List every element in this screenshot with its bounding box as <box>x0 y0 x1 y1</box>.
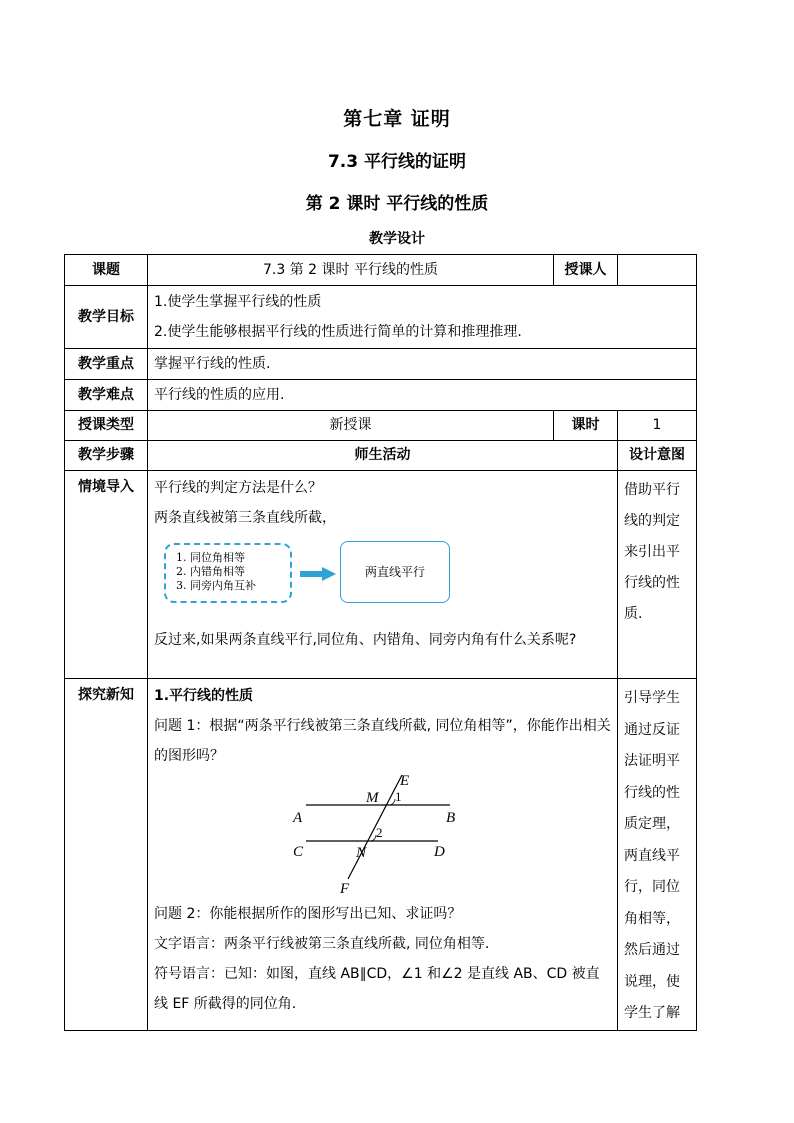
label-d: D <box>434 844 445 860</box>
label-c: C <box>293 844 304 860</box>
intro-content <box>148 471 618 679</box>
label-e: E <box>400 773 410 789</box>
chapter-title: 第七章 证明 <box>343 108 451 130</box>
steps-header-row <box>65 441 697 471</box>
intro-question-2: 两条直线被第三条直线所截， <box>154 510 336 526</box>
parallel-lines-figure <box>154 771 611 899</box>
condition-item-2: 2. 内错角相等 <box>176 565 245 578</box>
intro-label: 情境导入 <box>65 471 148 679</box>
goal-item-1: 1.使学生掌握平行线的性质 <box>154 294 322 310</box>
goal-item-2: 2.使学生能够根据平行线的性质进行简单的计算和推理推理. <box>154 324 522 340</box>
key-label: 教学重点 <box>65 349 148 380</box>
goals-row <box>65 286 697 349</box>
condition-item-1: 1. 同位角相等 <box>176 551 245 564</box>
design-title: 教学设计 <box>369 231 425 247</box>
intro-question-3: 反过来,如果两条直线平行,同位角、内错角、同旁内角有什么关系呢? <box>154 632 577 648</box>
difficulty-label: 教学难点 <box>65 380 148 411</box>
label-f: F <box>340 881 350 897</box>
label-angle-1: 1 <box>395 789 402 804</box>
problem-2: 问题 2：你能根据所作的图形写出已知、求证吗？ <box>154 906 462 922</box>
steps-header: 教学步骤 <box>65 441 148 471</box>
parallel-result-box: 两直线平行 <box>340 541 450 603</box>
teacher-label: 授课人 <box>554 255 618 286</box>
label-n: N <box>356 845 367 861</box>
topic-label: 课题 <box>65 255 148 286</box>
explore-content <box>148 679 618 1031</box>
label-m: M <box>366 790 379 806</box>
intent-header: 设计意图 <box>618 441 697 471</box>
explore-heading: 1.平行线的性质 <box>154 688 254 704</box>
symbol-language: 符号语言：已知：如图，直线 AB∥CD，∠1 和∠2 是直线 AB、CD 被直线 EF 所截得的同位角. <box>154 966 600 1012</box>
lesson-plan-table <box>64 254 697 1031</box>
type-row <box>65 411 697 441</box>
label-a: A <box>293 810 303 826</box>
explore-row <box>65 679 697 1031</box>
intro-intent: 借助平行线的判定来引出平行线的性质. <box>618 471 697 679</box>
explore-intent: 引导学生通过反证法证明平行线的性质定理，两直线平行，同位角相等，然后通过说理，使学生了解 <box>618 679 697 1031</box>
teacher-value <box>618 255 697 286</box>
key-row <box>65 349 697 380</box>
difficulty-value: 平行线的性质的应用. <box>148 380 697 411</box>
intro-question-1: 平行线的判定方法是什么？ <box>154 480 322 496</box>
hours-value: 1 <box>618 411 697 441</box>
text-language: 文字语言：两条平行线被第三条直线所截, 同位角相等. <box>154 936 490 952</box>
key-value: 掌握平行线的性质. <box>148 349 697 380</box>
problem-1: 问题 1：根据“两条平行线被第三条直线所截, 同位角相等”，你能作出相关的图形吗？ <box>154 718 611 764</box>
activity-header: 师生活动 <box>148 441 618 471</box>
lesson-title: 第 2 课时 平行线的性质 <box>305 194 489 214</box>
condition-item-3: 3. 同旁内角互补 <box>176 579 256 592</box>
judgement-flow-diagram <box>154 533 611 625</box>
label-angle-2: 2 <box>376 825 383 840</box>
type-label: 授课类型 <box>65 411 148 441</box>
type-value: 新授课 <box>148 411 554 441</box>
explore-label: 探究新知 <box>65 679 148 1031</box>
right-arrow-icon <box>300 567 336 581</box>
topic-value: 7.3 第 2 课时 平行线的性质 <box>148 255 554 286</box>
goals-label: 教学目标 <box>65 286 148 349</box>
section-title: 7.3 平行线的证明 <box>327 152 467 172</box>
intro-row <box>65 471 697 679</box>
label-b: B <box>446 810 456 826</box>
parallel-lines-svg <box>154 771 618 899</box>
topic-row <box>65 255 697 286</box>
difficulty-row <box>65 380 697 411</box>
hours-label: 课时 <box>554 411 618 441</box>
goals-value <box>148 286 697 349</box>
judgement-conditions-box <box>164 543 292 603</box>
